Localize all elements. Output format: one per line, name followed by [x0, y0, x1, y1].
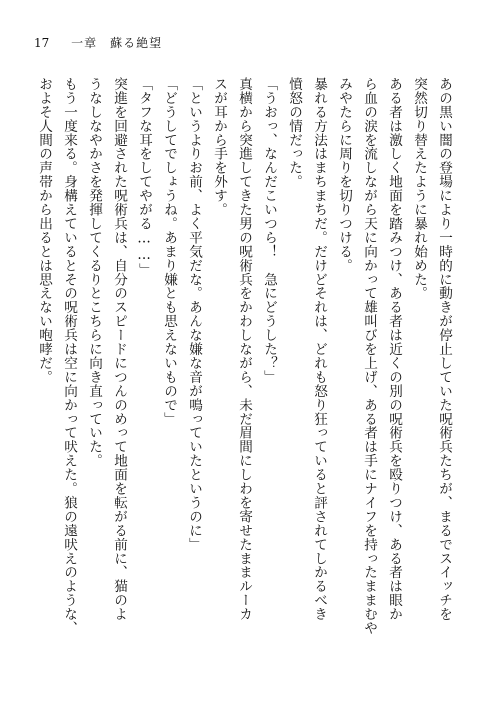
text-line: もう一度来る。身構えているとその呪術兵は空に向かって吠えた。狼の遠吠えのような、 — [61, 77, 77, 635]
text-line: 「どうしてでしょうね。あまり嫌とも思えないもので」 — [161, 77, 177, 426]
text-line: およそ人間の声帯から出るとは思えない咆哮だ。 — [36, 77, 52, 384]
vertical-text-body — [36, 77, 456, 645]
text-line: うなしなやかさを発揮してくるりとこちらに向き直っていた。 — [86, 77, 102, 468]
text-line: 「うおっ、なんだこいつら！ 急にどうした？」 — [261, 77, 277, 384]
text-line: ら血の涙を流しながら天に向かって雄叫びを上げ、ある者は手にナイフを持ったままむや — [361, 77, 377, 635]
text-line: 憤怒の情だった。 — [286, 77, 302, 189]
page-number: 17 — [34, 36, 50, 50]
text-line: あの黒い闇の登場により一時的に動きが停止していた呪術兵たちが、まるでスイッチを — [436, 77, 452, 622]
text-line: 突然切り替えたように暴れ始めた。 — [411, 77, 427, 301]
text-line: みやたらに周りを切りつける。 — [336, 77, 352, 273]
running-header — [34, 34, 162, 51]
text-line: スが耳から手を外す。 — [211, 77, 227, 217]
chapter-title: 一章 蘇る絶望 — [71, 36, 163, 50]
text-line: 「というよりお前、よく平気だな。あんな嫌な音が鳴っていたというのに」 — [186, 77, 202, 552]
text-line: 暴れる方法はまちまちだ。だけどそれは、どれも怒り狂っていると評されてしかるべき — [311, 77, 327, 622]
text-line: 真横から突進してきた男の呪術兵をかわしながら、未だ眉間にしわを寄せたままルーカ — [236, 77, 252, 622]
text-line: 「タフな耳をしてやがる……」 — [136, 77, 152, 278]
text-line: ある者は激しく地面を踏みつけ、ある者は近くの別の呪術兵を殴りつけ、ある者は眼か — [386, 77, 402, 622]
text-line: 突進を回避された呪術兵は、自分のスピードにつんのめって地面を転がる前に、猫のよ — [111, 77, 127, 622]
